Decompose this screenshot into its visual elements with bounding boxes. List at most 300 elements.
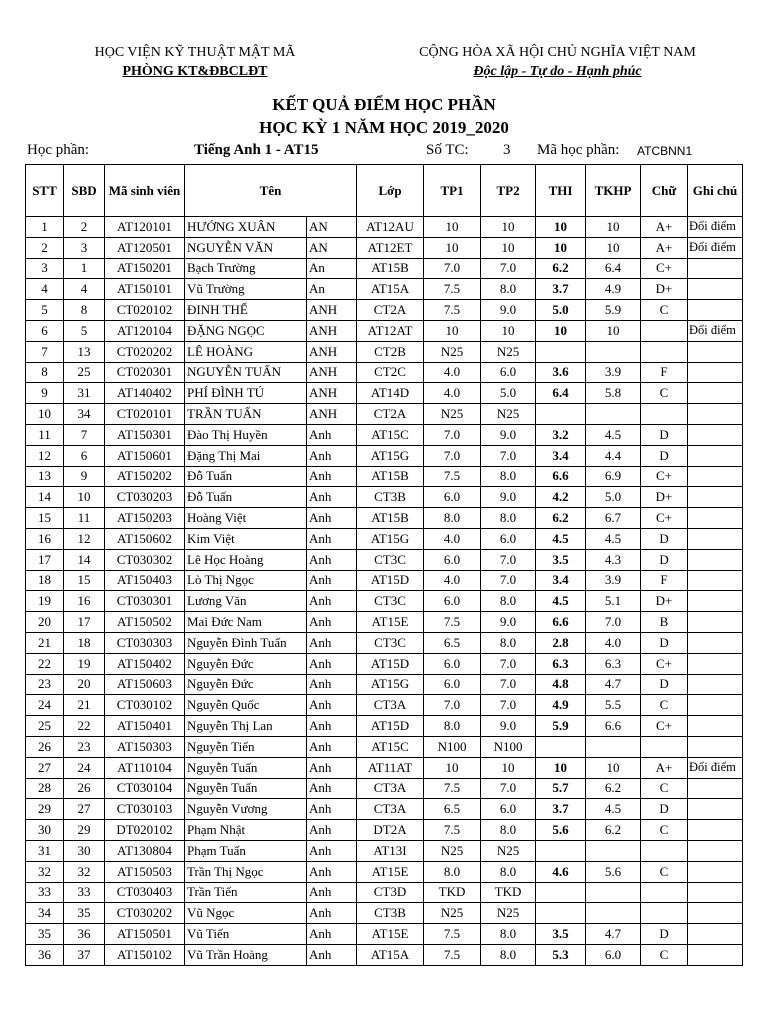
cell-sbd: 3 xyxy=(64,237,105,258)
cell-tkhp xyxy=(586,341,641,362)
cell-note xyxy=(688,300,743,321)
cell-exam xyxy=(536,840,586,861)
cell-class: CT3C xyxy=(357,591,424,612)
table-row xyxy=(26,466,743,487)
cell-tp2: 7.0 xyxy=(481,258,536,279)
cell-class: CT3C xyxy=(357,549,424,570)
cell-stt: 12 xyxy=(26,445,64,466)
cell-tp2: 8.0 xyxy=(481,591,536,612)
cell-tkhp: 4.7 xyxy=(586,924,641,945)
cell-tkhp: 5.9 xyxy=(586,300,641,321)
cell-surname: Hoàng Việt xyxy=(185,508,307,529)
cell-stt: 36 xyxy=(26,944,64,965)
table-row xyxy=(26,882,743,903)
cell-letter-grade: C xyxy=(641,695,688,716)
table-row xyxy=(26,799,743,820)
cell-tp2: 7.0 xyxy=(481,549,536,570)
cell-exam: 3.4 xyxy=(536,445,586,466)
cell-exam: 3.5 xyxy=(536,924,586,945)
cell-stt: 20 xyxy=(26,612,64,633)
cell-letter-grade: D xyxy=(641,549,688,570)
cell-note xyxy=(688,944,743,965)
cell-letter-grade: C+ xyxy=(641,466,688,487)
cell-note: Đổi điểm xyxy=(688,237,743,258)
cell-sbd: 17 xyxy=(64,612,105,633)
cell-given-name: ANH xyxy=(307,341,357,362)
cell-note xyxy=(688,695,743,716)
cell-note xyxy=(688,861,743,882)
cell-letter-grade: C xyxy=(641,861,688,882)
cell-student-id: AT150403 xyxy=(105,570,185,591)
cell-surname: Phạm Tuấn xyxy=(185,840,307,861)
cell-sbd: 11 xyxy=(64,508,105,529)
cell-student-id: AT140402 xyxy=(105,383,185,404)
cell-sbd: 1 xyxy=(64,258,105,279)
header-sbd: SBD xyxy=(64,165,105,217)
table-row xyxy=(26,840,743,861)
table-row xyxy=(26,528,743,549)
cell-tp1: 6.0 xyxy=(424,591,481,612)
cell-letter-grade: C xyxy=(641,383,688,404)
cell-tp1: 6.5 xyxy=(424,799,481,820)
cell-note xyxy=(688,820,743,841)
cell-note xyxy=(688,362,743,383)
cell-class: AT14D xyxy=(357,383,424,404)
course-value: Tiếng Anh 1 - AT15 xyxy=(194,142,319,158)
cell-tkhp: 5.8 xyxy=(586,383,641,404)
header-student-id: Mã sinh viên xyxy=(105,165,185,217)
cell-tkhp: 4.0 xyxy=(586,632,641,653)
cell-note xyxy=(688,487,743,508)
cell-tp1: 4.0 xyxy=(424,362,481,383)
cell-class: AT12AT xyxy=(357,320,424,341)
cell-letter-grade: D xyxy=(641,674,688,695)
cell-exam: 4.8 xyxy=(536,674,586,695)
cell-note xyxy=(688,736,743,757)
cell-tp1: 7.5 xyxy=(424,820,481,841)
cell-exam xyxy=(536,903,586,924)
cell-note xyxy=(688,528,743,549)
cell-student-id: DT020102 xyxy=(105,820,185,841)
cell-given-name: Anh xyxy=(307,840,357,861)
cell-stt: 27 xyxy=(26,757,64,778)
cell-letter-grade: C+ xyxy=(641,653,688,674)
cell-class: CT3C xyxy=(357,632,424,653)
cell-tkhp: 6.7 xyxy=(586,508,641,529)
document-subtitle: HỌC KỲ 1 NĂM HỌC 2019_2020 xyxy=(259,118,509,137)
table-row xyxy=(26,508,743,529)
cell-class: DT2A xyxy=(357,820,424,841)
table-row xyxy=(26,591,743,612)
cell-student-id: AT150202 xyxy=(105,466,185,487)
cell-tp2: 9.0 xyxy=(481,300,536,321)
cell-note xyxy=(688,383,743,404)
cell-tp2: 5.0 xyxy=(481,383,536,404)
cell-tp1: 7.5 xyxy=(424,944,481,965)
cell-exam: 3.6 xyxy=(536,362,586,383)
cell-tp1: 6.0 xyxy=(424,549,481,570)
cell-tkhp: 6.9 xyxy=(586,466,641,487)
cell-note xyxy=(688,445,743,466)
cell-given-name: Anh xyxy=(307,632,357,653)
cell-surname: Nguyễn Đình Tuấn xyxy=(185,632,307,653)
cell-letter-grade: C+ xyxy=(641,508,688,529)
cell-class: AT15C xyxy=(357,424,424,445)
cell-tkhp: 4.7 xyxy=(586,674,641,695)
cell-tkhp xyxy=(586,404,641,425)
cell-exam: 10 xyxy=(536,757,586,778)
cell-tp2: 7.0 xyxy=(481,653,536,674)
cell-given-name: AN xyxy=(307,237,357,258)
table-row xyxy=(26,612,743,633)
cell-letter-grade: C+ xyxy=(641,716,688,737)
cell-tkhp: 6.0 xyxy=(586,944,641,965)
cell-stt: 5 xyxy=(26,300,64,321)
cell-tp1: 10 xyxy=(424,757,481,778)
cell-stt: 2 xyxy=(26,237,64,258)
cell-class: AT15E xyxy=(357,612,424,633)
table-row xyxy=(26,487,743,508)
document-title: KẾT QUẢ ĐIỂM HỌC PHẦN xyxy=(272,95,496,114)
cell-letter-grade: A+ xyxy=(641,757,688,778)
header-tp2: TP2 xyxy=(481,165,536,217)
cell-letter-grade xyxy=(641,903,688,924)
cell-given-name: ANH xyxy=(307,362,357,383)
table-row xyxy=(26,320,743,341)
cell-tp1: N25 xyxy=(424,341,481,362)
cell-exam: 4.6 xyxy=(536,861,586,882)
cell-tp2: 8.0 xyxy=(481,861,536,882)
cell-surname: Nguyễn Tuấn xyxy=(185,757,307,778)
cell-stt: 34 xyxy=(26,903,64,924)
cell-tp1: 6.0 xyxy=(424,653,481,674)
cell-given-name: Anh xyxy=(307,549,357,570)
cell-given-name: Anh xyxy=(307,882,357,903)
cell-class: CT2A xyxy=(357,300,424,321)
cell-note xyxy=(688,404,743,425)
table-row xyxy=(26,237,743,258)
cell-sbd: 29 xyxy=(64,820,105,841)
table-row xyxy=(26,341,743,362)
cell-tp2: N25 xyxy=(481,404,536,425)
cell-note xyxy=(688,799,743,820)
cell-given-name: AN xyxy=(307,217,357,238)
cell-letter-grade xyxy=(641,404,688,425)
cell-student-id: AT150101 xyxy=(105,279,185,300)
cell-surname: ĐẶNG NGỌC xyxy=(185,320,307,341)
cell-surname: Nguyễn Quốc xyxy=(185,695,307,716)
cell-tp2: 7.0 xyxy=(481,695,536,716)
cell-given-name: Anh xyxy=(307,466,357,487)
cell-tp1: N100 xyxy=(424,736,481,757)
cell-surname: NGUYỄN TUẤN xyxy=(185,362,307,383)
cell-student-id: CT030302 xyxy=(105,549,185,570)
cell-class: AT12AU xyxy=(357,217,424,238)
cell-class: AT15B xyxy=(357,466,424,487)
cell-note xyxy=(688,549,743,570)
cell-exam: 5.0 xyxy=(536,300,586,321)
cell-tp2: 8.0 xyxy=(481,944,536,965)
cell-class: AT15D xyxy=(357,570,424,591)
cell-sbd: 22 xyxy=(64,716,105,737)
cell-letter-grade: D xyxy=(641,632,688,653)
cell-tp1: N25 xyxy=(424,404,481,425)
cell-exam: 5.7 xyxy=(536,778,586,799)
cell-stt: 11 xyxy=(26,424,64,445)
cell-letter-grade: A+ xyxy=(641,237,688,258)
cell-sbd: 6 xyxy=(64,445,105,466)
table-row xyxy=(26,362,743,383)
cell-tp1: 7.0 xyxy=(424,424,481,445)
cell-stt: 17 xyxy=(26,549,64,570)
cell-tp2: 7.0 xyxy=(481,445,536,466)
header-tp1: TP1 xyxy=(424,165,481,217)
cell-note xyxy=(688,570,743,591)
cell-sbd: 26 xyxy=(64,778,105,799)
cell-stt: 35 xyxy=(26,924,64,945)
cell-student-id: AT150203 xyxy=(105,508,185,529)
table-row xyxy=(26,549,743,570)
cell-given-name: An xyxy=(307,258,357,279)
cell-tp2: 8.0 xyxy=(481,820,536,841)
cell-given-name: Anh xyxy=(307,570,357,591)
cell-class: AT13I xyxy=(357,840,424,861)
cell-tp2: 10 xyxy=(481,320,536,341)
cell-note xyxy=(688,341,743,362)
cell-exam: 3.7 xyxy=(536,799,586,820)
cell-note xyxy=(688,840,743,861)
cell-exam: 3.2 xyxy=(536,424,586,445)
cell-class: AT15E xyxy=(357,861,424,882)
cell-letter-grade xyxy=(641,341,688,362)
cell-class: CT3A xyxy=(357,695,424,716)
cell-tkhp: 5.5 xyxy=(586,695,641,716)
cell-class: AT15D xyxy=(357,716,424,737)
cell-tp1: 8.0 xyxy=(424,716,481,737)
cell-sbd: 30 xyxy=(64,840,105,861)
cell-sbd: 33 xyxy=(64,882,105,903)
cell-tp2: 7.0 xyxy=(481,674,536,695)
cell-tkhp xyxy=(586,736,641,757)
cell-surname: Trần Tiến xyxy=(185,882,307,903)
cell-tp2: 8.0 xyxy=(481,924,536,945)
cell-stt: 32 xyxy=(26,861,64,882)
cell-note xyxy=(688,508,743,529)
cell-student-id: AT150601 xyxy=(105,445,185,466)
header-note: Ghi chú xyxy=(688,165,743,217)
cell-tp2: 9.0 xyxy=(481,424,536,445)
cell-note xyxy=(688,279,743,300)
cell-surname: Vũ Trường xyxy=(185,279,307,300)
cell-sbd: 37 xyxy=(64,944,105,965)
cell-student-id: AT130804 xyxy=(105,840,185,861)
cell-class: CT3D xyxy=(357,882,424,903)
cell-letter-grade: D+ xyxy=(641,591,688,612)
cell-tp1: 7.0 xyxy=(424,258,481,279)
cell-given-name: Anh xyxy=(307,591,357,612)
cell-sbd: 36 xyxy=(64,924,105,945)
cell-sbd: 20 xyxy=(64,674,105,695)
cell-given-name: Anh xyxy=(307,445,357,466)
cell-surname: Lương Văn xyxy=(185,591,307,612)
table-row xyxy=(26,445,743,466)
cell-surname: Lê Học Hoàng xyxy=(185,549,307,570)
national-header xyxy=(385,43,730,81)
cell-tp2: 8.0 xyxy=(481,466,536,487)
cell-student-id: CT030301 xyxy=(105,591,185,612)
cell-exam: 6.3 xyxy=(536,653,586,674)
cell-sbd: 7 xyxy=(64,424,105,445)
cell-tp2: N25 xyxy=(481,903,536,924)
cell-given-name: Anh xyxy=(307,695,357,716)
header-tkhp: TKHP xyxy=(586,165,641,217)
cell-student-id: AT150602 xyxy=(105,528,185,549)
cell-given-name: ANH xyxy=(307,300,357,321)
header-class: Lớp xyxy=(357,165,424,217)
cell-stt: 19 xyxy=(26,591,64,612)
cell-tkhp: 10 xyxy=(586,757,641,778)
cell-tkhp xyxy=(586,882,641,903)
cell-tp2: 6.0 xyxy=(481,528,536,549)
cell-tp1: 4.0 xyxy=(424,570,481,591)
cell-surname: Kim Việt xyxy=(185,528,307,549)
cell-note xyxy=(688,466,743,487)
cell-surname: Nguyễn Tuấn xyxy=(185,778,307,799)
cell-sbd: 32 xyxy=(64,861,105,882)
cell-student-id: CT030103 xyxy=(105,799,185,820)
cell-surname: Đỗ Tuấn xyxy=(185,487,307,508)
cell-tkhp: 4.5 xyxy=(586,528,641,549)
cell-surname: Đỗ Tuấn xyxy=(185,466,307,487)
cell-exam: 3.5 xyxy=(536,549,586,570)
cell-student-id: CT030303 xyxy=(105,632,185,653)
cell-class: CT2C xyxy=(357,362,424,383)
cell-class: AT15A xyxy=(357,944,424,965)
cell-note xyxy=(688,632,743,653)
cell-surname: Vũ Ngọc xyxy=(185,903,307,924)
cell-sbd: 10 xyxy=(64,487,105,508)
table-row xyxy=(26,653,743,674)
cell-class: AT15G xyxy=(357,674,424,695)
credits-value: 3 xyxy=(503,142,511,158)
cell-class: AT15D xyxy=(357,653,424,674)
cell-tp2: 8.0 xyxy=(481,279,536,300)
cell-tkhp: 5.0 xyxy=(586,487,641,508)
national-motto: Độc lập - Tự do - Hạnh phúc xyxy=(473,64,642,79)
cell-student-id: CT020101 xyxy=(105,404,185,425)
cell-sbd: 31 xyxy=(64,383,105,404)
cell-tp1: 4.0 xyxy=(424,528,481,549)
cell-student-id: AT150201 xyxy=(105,258,185,279)
cell-exam: 3.4 xyxy=(536,570,586,591)
cell-letter-grade: D xyxy=(641,445,688,466)
course-label: Học phần: xyxy=(27,142,90,158)
cell-sbd: 25 xyxy=(64,362,105,383)
cell-stt: 3 xyxy=(26,258,64,279)
cell-tkhp: 6.4 xyxy=(586,258,641,279)
cell-class: CT2B xyxy=(357,341,424,362)
table-row xyxy=(26,674,743,695)
cell-tp1: 7.5 xyxy=(424,778,481,799)
cell-letter-grade: F xyxy=(641,570,688,591)
cell-sbd: 27 xyxy=(64,799,105,820)
cell-class: AT15B xyxy=(357,258,424,279)
cell-given-name: Anh xyxy=(307,487,357,508)
cell-tkhp: 6.2 xyxy=(586,820,641,841)
cell-note: Đổi điểm xyxy=(688,217,743,238)
cell-note xyxy=(688,653,743,674)
cell-surname: Vũ Trần Hoàng xyxy=(185,944,307,965)
cell-student-id: AT120101 xyxy=(105,217,185,238)
cell-student-id: AT150603 xyxy=(105,674,185,695)
cell-surname: Nguyễn Thị Lan xyxy=(185,716,307,737)
table-row xyxy=(26,383,743,404)
cell-sbd: 8 xyxy=(64,300,105,321)
cell-surname: Mai Đức Nam xyxy=(185,612,307,633)
table-row xyxy=(26,424,743,445)
cell-surname: ĐINH THẾ xyxy=(185,300,307,321)
cell-given-name: Anh xyxy=(307,799,357,820)
cell-class: AT15B xyxy=(357,508,424,529)
cell-surname: NGUYỄN VĂN xyxy=(185,237,307,258)
cell-exam xyxy=(536,404,586,425)
cell-sbd: 19 xyxy=(64,653,105,674)
cell-letter-grade: C xyxy=(641,820,688,841)
cell-letter-grade: A+ xyxy=(641,217,688,238)
cell-student-id: CT020301 xyxy=(105,362,185,383)
cell-note xyxy=(688,778,743,799)
cell-exam: 10 xyxy=(536,217,586,238)
cell-student-id: AT120501 xyxy=(105,237,185,258)
cell-note: Đổi điểm xyxy=(688,320,743,341)
cell-tkhp: 10 xyxy=(586,320,641,341)
cell-stt: 10 xyxy=(26,404,64,425)
cell-surname: TRẦN TUẤN xyxy=(185,404,307,425)
cell-tkhp: 10 xyxy=(586,237,641,258)
cell-given-name: Anh xyxy=(307,820,357,841)
cell-sbd: 16 xyxy=(64,591,105,612)
cell-given-name: ANH xyxy=(307,320,357,341)
cell-tkhp: 4.3 xyxy=(586,549,641,570)
cell-stt: 9 xyxy=(26,383,64,404)
institution-name: HỌC VIỆN KỸ THUẬT MẬT MÃ xyxy=(94,45,296,60)
cell-class: AT15G xyxy=(357,528,424,549)
department-name: PHÒNG KT&ĐBCLĐT xyxy=(122,64,268,79)
cell-letter-grade: B xyxy=(641,612,688,633)
cell-letter-grade: C xyxy=(641,778,688,799)
cell-exam: 6.2 xyxy=(536,508,586,529)
cell-surname: Vũ Tiến xyxy=(185,924,307,945)
cell-letter-grade xyxy=(641,736,688,757)
table-row xyxy=(26,820,743,841)
cell-exam xyxy=(536,736,586,757)
cell-exam: 5.3 xyxy=(536,944,586,965)
cell-letter-grade: D+ xyxy=(641,487,688,508)
cell-tp1: 10 xyxy=(424,237,481,258)
cell-given-name: Anh xyxy=(307,528,357,549)
cell-tkhp: 6.3 xyxy=(586,653,641,674)
cell-letter-grade: D xyxy=(641,924,688,945)
header-stt: STT xyxy=(26,165,64,217)
cell-tp1: 8.0 xyxy=(424,861,481,882)
cell-class: AT15A xyxy=(357,279,424,300)
cell-stt: 14 xyxy=(26,487,64,508)
table-row xyxy=(26,300,743,321)
cell-surname: Trần Thị Ngọc xyxy=(185,861,307,882)
cell-tp1: 7.5 xyxy=(424,300,481,321)
table-row xyxy=(26,924,743,945)
cell-tp2: 8.0 xyxy=(481,632,536,653)
